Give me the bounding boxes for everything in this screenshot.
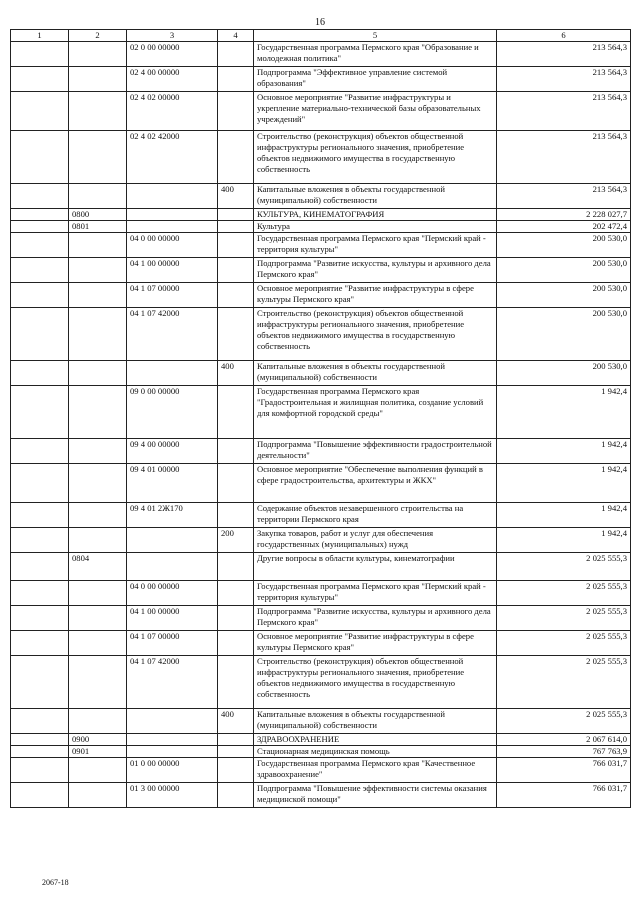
section-code-cell	[69, 42, 127, 67]
table-row	[11, 503, 631, 528]
section-code-cell: 0901	[69, 746, 127, 758]
column-header: 3	[127, 30, 218, 42]
table-row	[11, 131, 631, 184]
target-article-cell: 04 0 00 00000	[127, 581, 218, 606]
table-row	[11, 758, 631, 783]
amount-cell: 1 942,4	[497, 528, 631, 553]
row-number-cell	[11, 631, 69, 656]
expense-type-cell	[218, 581, 254, 606]
item-name-cell: Другие вопросы в области культуры, кинематографии	[254, 553, 497, 581]
row-number-cell	[11, 606, 69, 631]
row-number-cell	[11, 503, 69, 528]
table-row	[11, 209, 631, 221]
target-article-cell: 09 4 01 2Ж170	[127, 503, 218, 528]
expense-type-cell	[218, 233, 254, 258]
section-code-cell	[69, 283, 127, 308]
target-article-cell	[127, 209, 218, 221]
target-article-cell	[127, 361, 218, 386]
table-row	[11, 221, 631, 233]
row-number-cell	[11, 709, 69, 734]
row-number-cell	[11, 758, 69, 783]
amount-cell: 1 942,4	[497, 464, 631, 503]
row-number-cell	[11, 131, 69, 184]
table-row	[11, 606, 631, 631]
table-row	[11, 42, 631, 67]
expense-type-cell	[218, 131, 254, 184]
expense-type-cell	[218, 283, 254, 308]
item-name-cell: Строительство (реконструкция) объектов общественной инфраструктуры регионального значения, приобретение объектов недвижимого имущества в государственную собственность	[254, 131, 497, 184]
item-name-cell: Культура	[254, 221, 497, 233]
target-article-cell: 04 1 07 42000	[127, 308, 218, 361]
item-name-cell: Подпрограмма "Повышение эффективности градостроительной деятельности"	[254, 439, 497, 464]
row-number-cell	[11, 464, 69, 503]
section-code-cell	[69, 464, 127, 503]
row-number-cell	[11, 439, 69, 464]
amount-cell: 2 025 555,3	[497, 581, 631, 606]
item-name-cell: Государственная программа Пермского края "Градостроительная и жилищная политика, создание условий для комфортной городской среды"	[254, 386, 497, 439]
amount-cell: 2 025 555,3	[497, 606, 631, 631]
target-article-cell: 09 4 01 00000	[127, 464, 218, 503]
table-row	[11, 92, 631, 131]
section-code-cell	[69, 67, 127, 92]
column-number-row	[11, 30, 631, 42]
column-header: 5	[254, 30, 497, 42]
item-name-cell: Строительство (реконструкция) объектов общественной инфраструктуры регионального значения, приобретение объектов недвижимого имущества в государственную собственность	[254, 656, 497, 709]
column-header: 1	[11, 30, 69, 42]
item-name-cell: Основное мероприятие "Развитие инфраструктуры и укрепление материально-технической базы образовательных учреждений"	[254, 92, 497, 131]
table-row	[11, 746, 631, 758]
column-header: 4	[218, 30, 254, 42]
section-code-cell: 0804	[69, 553, 127, 581]
section-code-cell	[69, 439, 127, 464]
amount-cell: 213 564,3	[497, 42, 631, 67]
table-row	[11, 67, 631, 92]
column-header: 2	[69, 30, 127, 42]
target-article-cell: 04 1 07 00000	[127, 283, 218, 308]
expense-type-cell: 400	[218, 184, 254, 209]
row-number-cell	[11, 258, 69, 283]
expense-type-cell	[218, 656, 254, 709]
section-code-cell: 0801	[69, 221, 127, 233]
item-name-cell: Подпрограмма "Развитие искусства, культуры и архивного дела Пермского края"	[254, 606, 497, 631]
table-row	[11, 464, 631, 503]
expense-type-cell	[218, 503, 254, 528]
row-number-cell	[11, 283, 69, 308]
target-article-cell	[127, 746, 218, 758]
target-article-cell: 04 1 00 00000	[127, 606, 218, 631]
expense-type-cell	[218, 92, 254, 131]
section-code-cell	[69, 758, 127, 783]
expense-type-cell	[218, 746, 254, 758]
row-number-cell	[11, 209, 69, 221]
target-article-cell: 04 1 07 42000	[127, 656, 218, 709]
amount-cell: 767 763,9	[497, 746, 631, 758]
target-article-cell: 01 0 00 00000	[127, 758, 218, 783]
expense-type-cell	[218, 439, 254, 464]
row-number-cell	[11, 746, 69, 758]
table-row	[11, 283, 631, 308]
section-code-cell: 0800	[69, 209, 127, 221]
section-code-cell	[69, 258, 127, 283]
section-code-cell	[69, 606, 127, 631]
row-number-cell	[11, 553, 69, 581]
expense-type-cell	[218, 553, 254, 581]
item-name-cell: Капитальные вложения в объекты государственной (муниципальной) собственности	[254, 184, 497, 209]
target-article-cell: 04 0 00 00000	[127, 233, 218, 258]
section-code-cell	[69, 92, 127, 131]
table-row	[11, 386, 631, 439]
item-name-cell: Строительство (реконструкция) объектов общественной инфраструктуры регионального значения, приобретение объектов недвижимого имущества в государственную собственность	[254, 308, 497, 361]
amount-cell: 213 564,3	[497, 92, 631, 131]
target-article-cell	[127, 528, 218, 553]
table-row	[11, 631, 631, 656]
table-row	[11, 553, 631, 581]
amount-cell: 200 530,0	[497, 361, 631, 386]
section-code-cell	[69, 233, 127, 258]
section-code-cell: 0900	[69, 734, 127, 746]
item-name-cell: Подпрограмма "Повышение эффективности системы оказания медицинской помощи"	[254, 783, 497, 808]
row-number-cell	[11, 221, 69, 233]
section-code-cell	[69, 131, 127, 184]
expense-type-cell	[218, 606, 254, 631]
row-number-cell	[11, 386, 69, 439]
section-code-cell	[69, 503, 127, 528]
amount-cell: 2 228 027,7	[497, 209, 631, 221]
table-row	[11, 581, 631, 606]
item-name-cell: Подпрограмма "Эффективное управление системой образования"	[254, 67, 497, 92]
section-code-cell	[69, 656, 127, 709]
table-row	[11, 308, 631, 361]
page-number: 16	[315, 17, 325, 28]
item-name-cell: Государственная программа Пермского края "Пермский край - территория культуры"	[254, 581, 497, 606]
amount-cell: 213 564,3	[497, 67, 631, 92]
target-article-cell	[127, 184, 218, 209]
target-article-cell: 01 3 00 00000	[127, 783, 218, 808]
expense-type-cell	[218, 783, 254, 808]
expense-type-cell: 200	[218, 528, 254, 553]
section-code-cell	[69, 631, 127, 656]
row-number-cell	[11, 656, 69, 709]
expense-type-cell	[218, 308, 254, 361]
section-code-cell	[69, 783, 127, 808]
amount-cell: 766 031,7	[497, 758, 631, 783]
target-article-cell: 02 4 00 00000	[127, 67, 218, 92]
amount-cell: 202 472,4	[497, 221, 631, 233]
expense-type-cell	[218, 631, 254, 656]
budget-table	[10, 29, 631, 808]
target-article-cell: 02 4 02 42000	[127, 131, 218, 184]
item-name-cell: Капитальные вложения в объекты государственной (муниципальной) собственности	[254, 709, 497, 734]
table-body	[11, 42, 631, 808]
expense-type-cell	[218, 42, 254, 67]
expense-type-cell	[218, 67, 254, 92]
amount-cell: 213 564,3	[497, 131, 631, 184]
target-article-cell: 04 1 00 00000	[127, 258, 218, 283]
amount-cell: 200 530,0	[497, 258, 631, 283]
section-code-cell	[69, 361, 127, 386]
expense-type-cell: 400	[218, 361, 254, 386]
row-number-cell	[11, 528, 69, 553]
item-name-cell: Основное мероприятие "Развитие инфраструктуры в сфере культуры Пермского края"	[254, 283, 497, 308]
expense-type-cell	[218, 734, 254, 746]
target-article-cell	[127, 221, 218, 233]
row-number-cell	[11, 184, 69, 209]
table-row	[11, 656, 631, 709]
item-name-cell: КУЛЬТУРА, КИНЕМАТОГРАФИЯ	[254, 209, 497, 221]
section-code-cell	[69, 184, 127, 209]
amount-cell: 200 530,0	[497, 308, 631, 361]
amount-cell: 1 942,4	[497, 503, 631, 528]
row-number-cell	[11, 783, 69, 808]
amount-cell: 2 025 555,3	[497, 631, 631, 656]
amount-cell: 2 025 555,3	[497, 709, 631, 734]
section-code-cell	[69, 528, 127, 553]
document-code: 2067-18	[42, 878, 69, 887]
table-row	[11, 734, 631, 746]
section-code-cell	[69, 386, 127, 439]
amount-cell: 2 025 555,3	[497, 656, 631, 709]
item-name-cell: Стационарная медицинская помощь	[254, 746, 497, 758]
table-row	[11, 258, 631, 283]
item-name-cell: Государственная программа Пермского края "Пермский край - территория культуры"	[254, 233, 497, 258]
expense-type-cell	[218, 386, 254, 439]
item-name-cell: Основное мероприятие "Развитие инфраструктуры в сфере культуры Пермского края"	[254, 631, 497, 656]
amount-cell: 200 530,0	[497, 283, 631, 308]
row-number-cell	[11, 361, 69, 386]
expense-type-cell: 400	[218, 709, 254, 734]
item-name-cell: Государственная программа Пермского края "Образование и молодежная политика"	[254, 42, 497, 67]
amount-cell: 2 025 555,3	[497, 553, 631, 581]
expense-type-cell	[218, 221, 254, 233]
row-number-cell	[11, 233, 69, 258]
item-name-cell: Подпрограмма "Развитие искусства, культуры и архивного дела Пермского края"	[254, 258, 497, 283]
row-number-cell	[11, 308, 69, 361]
target-article-cell: 02 4 02 00000	[127, 92, 218, 131]
target-article-cell	[127, 734, 218, 746]
item-name-cell: ЗДРАВООХРАНЕНИЕ	[254, 734, 497, 746]
item-name-cell: Закупка товаров, работ и услуг для обеспечения государственных (муниципальных) нужд	[254, 528, 497, 553]
amount-cell: 213 564,3	[497, 184, 631, 209]
column-header: 6	[497, 30, 631, 42]
item-name-cell: Государственная программа Пермского края "Качественное здравоохранение"	[254, 758, 497, 783]
section-code-cell	[69, 709, 127, 734]
expense-type-cell	[218, 758, 254, 783]
row-number-cell	[11, 42, 69, 67]
table-row	[11, 709, 631, 734]
item-name-cell: Содержание объектов незавершенного строительства на территории Пермского края	[254, 503, 497, 528]
expense-type-cell	[218, 258, 254, 283]
row-number-cell	[11, 92, 69, 131]
expense-type-cell	[218, 464, 254, 503]
row-number-cell	[11, 734, 69, 746]
row-number-cell	[11, 581, 69, 606]
table-row	[11, 361, 631, 386]
target-article-cell: 09 0 00 00000	[127, 386, 218, 439]
table-row	[11, 528, 631, 553]
section-code-cell	[69, 581, 127, 606]
target-article-cell	[127, 553, 218, 581]
target-article-cell: 09 4 00 00000	[127, 439, 218, 464]
target-article-cell	[127, 709, 218, 734]
amount-cell: 1 942,4	[497, 439, 631, 464]
expense-type-cell	[218, 209, 254, 221]
table-row	[11, 184, 631, 209]
item-name-cell: Основное мероприятие "Обеспечение выполнения функций в сфере градостроительства, архитектуры и ЖКХ"	[254, 464, 497, 503]
item-name-cell: Капитальные вложения в объекты государственной (муниципальной) собственности	[254, 361, 497, 386]
target-article-cell: 04 1 07 00000	[127, 631, 218, 656]
amount-cell: 766 031,7	[497, 783, 631, 808]
row-number-cell	[11, 67, 69, 92]
amount-cell: 1 942,4	[497, 386, 631, 439]
amount-cell: 200 530,0	[497, 233, 631, 258]
table-row	[11, 233, 631, 258]
section-code-cell	[69, 308, 127, 361]
table-row	[11, 439, 631, 464]
amount-cell: 2 067 614,0	[497, 734, 631, 746]
table-row	[11, 783, 631, 808]
target-article-cell: 02 0 00 00000	[127, 42, 218, 67]
